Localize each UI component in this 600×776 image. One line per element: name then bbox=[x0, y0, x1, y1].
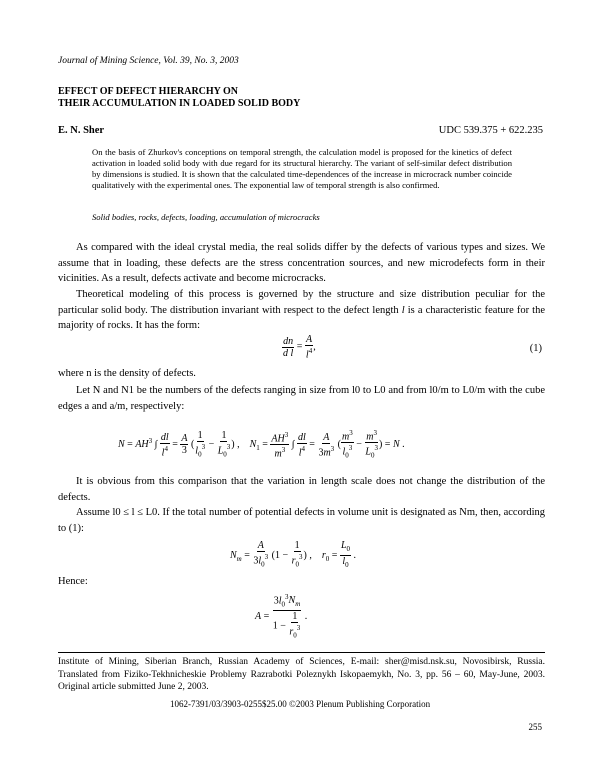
equation-1-number: (1) bbox=[529, 343, 542, 354]
paragraph-3: where n is the density of defects. bbox=[58, 368, 196, 379]
equation-1: $\frac{dn}{\text{d l}}$ = $\frac{A}{l^4}$ , bbox=[283, 334, 316, 361]
keywords: Solid bodies, rocks, defects, loading, accumulation of microcracks bbox=[92, 212, 320, 222]
footnote: Institute of Mining, Siberian Branch, Russian Academy of Sciences, E-mail: sher@misd.nsk.su, Novosibirsk, Russia. Translated from Fiziko-Tekhnicheskie Problemy Razrabotki Poleznykh Iskopaemykh, No. 3, pp. 56 – 60, May-June, 2003. Original article submitted June 2, 2003. bbox=[58, 657, 545, 693]
paper-title bbox=[58, 86, 478, 110]
equation-4: A = $3l_0^3N_m$ 1 − $\frac{1}{r_0^3}$ . bbox=[255, 593, 308, 640]
page-number: 255 bbox=[528, 722, 542, 732]
paragraph-6: Assume l0 ≤ l ≤ L0. If the total number of potential defects in volume unit is designated as Nm, then, according to (1): bbox=[58, 507, 545, 534]
paragraph-5: It is obvious from this comparison that the variation in length scale does not change the distribution of the defects. bbox=[58, 476, 545, 503]
title-line-1: EFFECT OF DEFECT HIERARCHY ON bbox=[58, 86, 239, 97]
publication-code: 1062-7391/03/3903-0255$25.00 ©2003 Plenum Publishing Corporation bbox=[170, 699, 431, 709]
abstract: On the basis of Zhurkov's conceptions on temporal strength, the calculation model is proposed for the kinetics of defect activation in loaded solid body with due regard for its structural hierarchy. The variant of self-similar defect distribution by dimensions is studied. It is shown that the calculated time-dependences of the increase in microcrack number coincide qualitatively with the experimental ones. The exponential law of temporal strength is also confirmed. bbox=[92, 147, 512, 190]
journal-reference: Journal of Mining Science, Vol. 39, No. 3, 2003 bbox=[58, 56, 239, 66]
udc-code: UDC 539.375 + 622.235 bbox=[438, 125, 543, 136]
paragraph-1: As compared with the ideal crystal media, the real solids differ by the defects of various types and sizes. We assume that in loading, these defects are the stress concentration sources, and new microdefects form in their vicinities. As a result, defects activate and become microcracks. bbox=[58, 242, 545, 285]
author: E. N. Sher bbox=[58, 125, 105, 136]
footnote-divider bbox=[58, 652, 545, 653]
title-line-2: THEIR ACCUMULATION IN LOADED SOLID BODY bbox=[58, 98, 301, 109]
paragraph-2-part-a: Theoretical modeling of this process is governed by the structure and size distribution peculiar for the particular solid body. The distribution invariant with respect to the defect length bbox=[58, 289, 545, 316]
equation-3: $N_m$ = $\frac{A}{3l_0^3}$ (1 − $\frac{1}{r_0^3}$ ) , $r_0$ = $\frac{L_0}{l_0}$ . bbox=[230, 540, 356, 569]
paragraph-4: Let N and N1 be the numbers of the defects ranging in size from l0 to L0 and from l0/m to L0/m with the cube edges a and a/m, respectively: bbox=[58, 385, 545, 412]
paragraph-2: Theoretical modeling of this process is governed by the structure and size distribution peculiar for the particular solid body. The distribution invariant with respect to the defect length l is a characteristic feature for the majority of rocks. It has the form: bbox=[58, 289, 546, 332]
equation-2: $N = AH^3$ ∫ $\frac{dl}{l^4}$ = $\frac{A}{3}$ ( $\frac{1}{l_0^3}$ − $\frac{1}{L_0^3}$ ) , $N_1$ = $\frac{AH^3}{m^3}$ ∫ $\frac{dl}{l^4}$ = $\frac{A}{3m^3}$ ( $\frac{m^3}{l_0^3}$ − $\frac{m^3}{L_0^3}$ ) = N . bbox=[118, 429, 405, 460]
hence-label: Hence: bbox=[58, 576, 88, 587]
paragraph-2-part-b: is a characteristic feature for the majority of rocks. It has the form: bbox=[58, 304, 546, 332]
